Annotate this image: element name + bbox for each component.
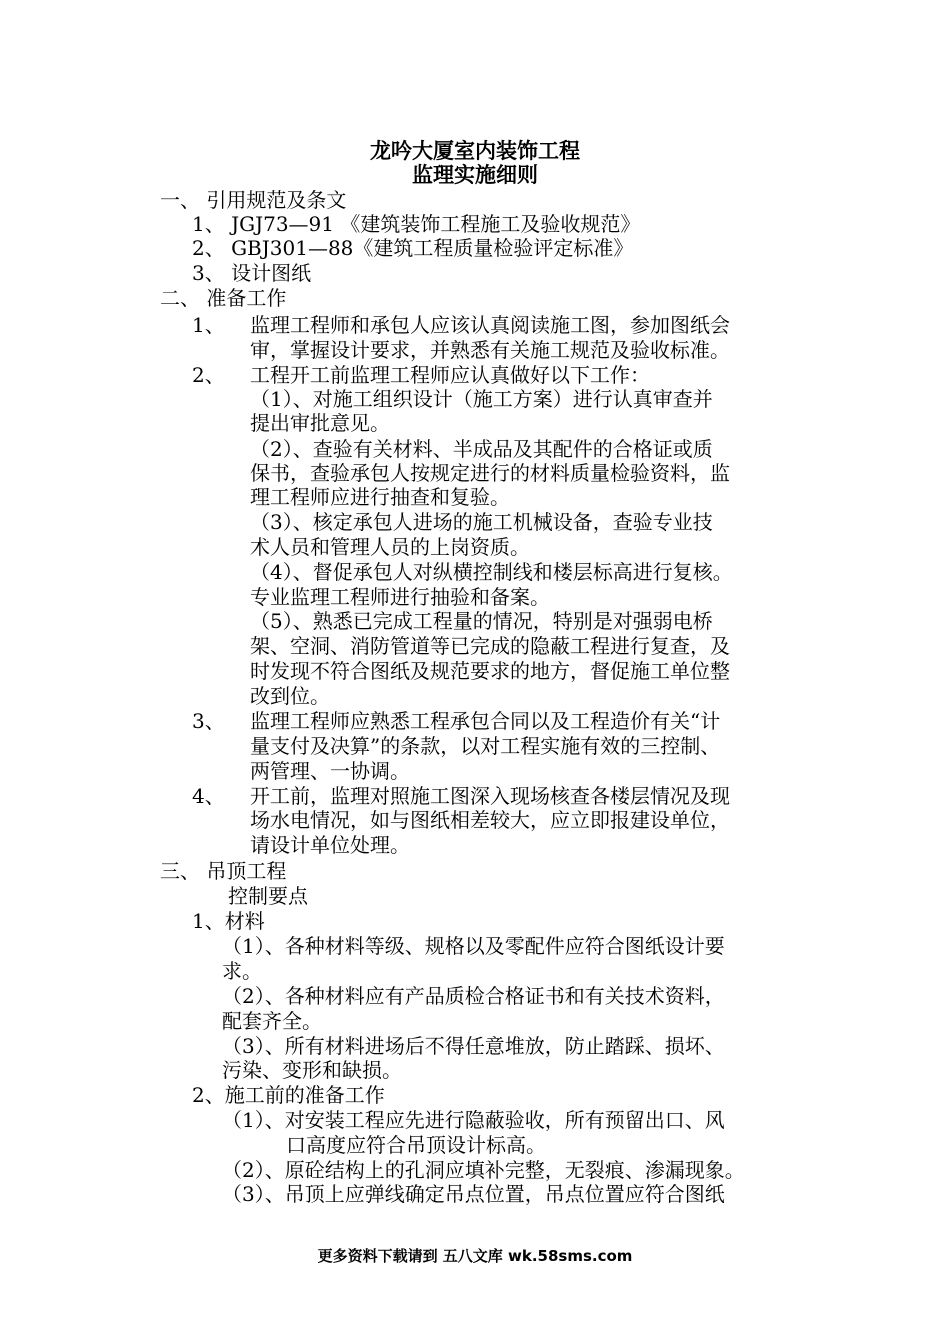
document-title: 龙吟大厦室内装饰工程 — [370, 139, 580, 163]
section-heading: 三、 吊顶工程 — [160, 859, 287, 883]
paragraph-line: 保书，查验承包人按规定进行的材料质量检验资料，监 — [250, 461, 730, 485]
paragraph-line: 请设计单位处理。 — [250, 833, 410, 857]
list-item: 3、 设计图纸 — [192, 261, 312, 285]
paragraph-line: 口高度应符合吊顶设计标高。 — [286, 1133, 546, 1157]
subsection-heading: 1、材料 — [192, 909, 265, 933]
paragraph-line: 监理工程师应熟悉工程承包合同以及工程造价有关“计 — [250, 709, 721, 733]
paragraph-line: （1）、各种材料等级、规格以及零配件应符合图纸设计要 — [222, 934, 725, 958]
section-heading: 一、 引用规范及条文 — [160, 188, 347, 212]
paragraph-line: （3）、核定承包人进场的施工机械设备，查验专业技 — [250, 510, 713, 534]
paragraph-line: 污染、变形和缺损。 — [222, 1058, 402, 1082]
subsection-heading: 2、施工前的准备工作 — [192, 1083, 385, 1107]
paragraph-line: 改到位。 — [250, 684, 330, 708]
list-item: 2、 GBJ301—88《建筑工程质量检验评定标准》 — [192, 236, 634, 260]
section-heading: 二、 准备工作 — [160, 286, 287, 310]
paragraph-line: 时发现不符合图纸及规范要求的地方，督促施工单位整 — [250, 659, 730, 683]
paragraph-line: 术人员和管理人员的上岗资质。 — [250, 535, 530, 559]
paragraph-line: （5）、熟悉已完成工程量的情况，特别是对强弱电桥 — [250, 609, 713, 633]
paragraph-line: （3）、所有材料进场后不得任意堆放，防止踏踩、损坏、 — [222, 1034, 725, 1058]
list-item-number: 3、 — [192, 709, 225, 733]
paragraph-line: 配套齐全。 — [222, 1009, 322, 1033]
paragraph-line: （2）、各种材料应有产品质检合格证书和有关技术资料， — [222, 984, 725, 1008]
paragraph-line: 审，掌握设计要求，并熟悉有关施工规范及验收标准。 — [250, 338, 730, 362]
paragraph-line: 场水电情况，如与图纸相差较大，应立即报建设单位， — [250, 808, 730, 832]
subheading: 控制要点 — [228, 884, 308, 908]
paragraph-line: 监理工程师和承包人应该认真阅读施工图，参加图纸会 — [250, 313, 730, 337]
paragraph-line: 专业监理工程师进行抽验和备案。 — [250, 585, 550, 609]
paragraph-line: （1）、对安装工程应先进行隐蔽验收，所有预留出口、风 — [222, 1108, 725, 1132]
paragraph-line: （4）、督促承包人对纵横控制线和楼层标高进行复核。 — [250, 560, 733, 584]
paragraph-line: 量支付及决算”的条款，以对工程实施有效的三控制、 — [250, 734, 721, 758]
paragraph-line: 开工前，监理对照施工图深入现场核查各楼层情况及现 — [250, 784, 730, 808]
paragraph-line: （2）、原砼结构上的孔洞应填补完整，无裂痕、渗漏现象。 — [222, 1158, 745, 1182]
list-item-number: 2、 — [192, 363, 225, 387]
paragraph-line: （3）、吊顶上应弹线确定吊点位置，吊点位置应符合图纸 — [222, 1182, 725, 1206]
paragraph-line: 架、空洞、消防管道等已完成的隐蔽工程进行复查，及 — [250, 634, 730, 658]
paragraph-line: 提出审批意见。 — [250, 411, 390, 435]
list-item-number: 1、 — [192, 313, 225, 337]
list-item: 1、 JGJ73—91 《建筑装饰工程施工及验收规范》 — [192, 212, 641, 236]
paragraph-line: （1）、对施工组织设计（施工方案）进行认真审查并 — [250, 387, 713, 411]
paragraph-line: 工程开工前监理工程师应认真做好以下工作： — [250, 363, 650, 387]
list-item-number: 4、 — [192, 784, 225, 808]
document-subtitle: 监理实施细则 — [412, 163, 538, 187]
paragraph-line: 两管理、一协调。 — [250, 759, 410, 783]
paragraph-line: 求。 — [222, 959, 262, 983]
footer-watermark: 更多资料下载请到 五八文库 wk.58sms.com — [317, 1247, 633, 1265]
paragraph-line: （2）、查验有关材料、半成品及其配件的合格证或质 — [250, 437, 713, 461]
paragraph-line: 理工程师应进行抽查和复验。 — [250, 485, 510, 509]
